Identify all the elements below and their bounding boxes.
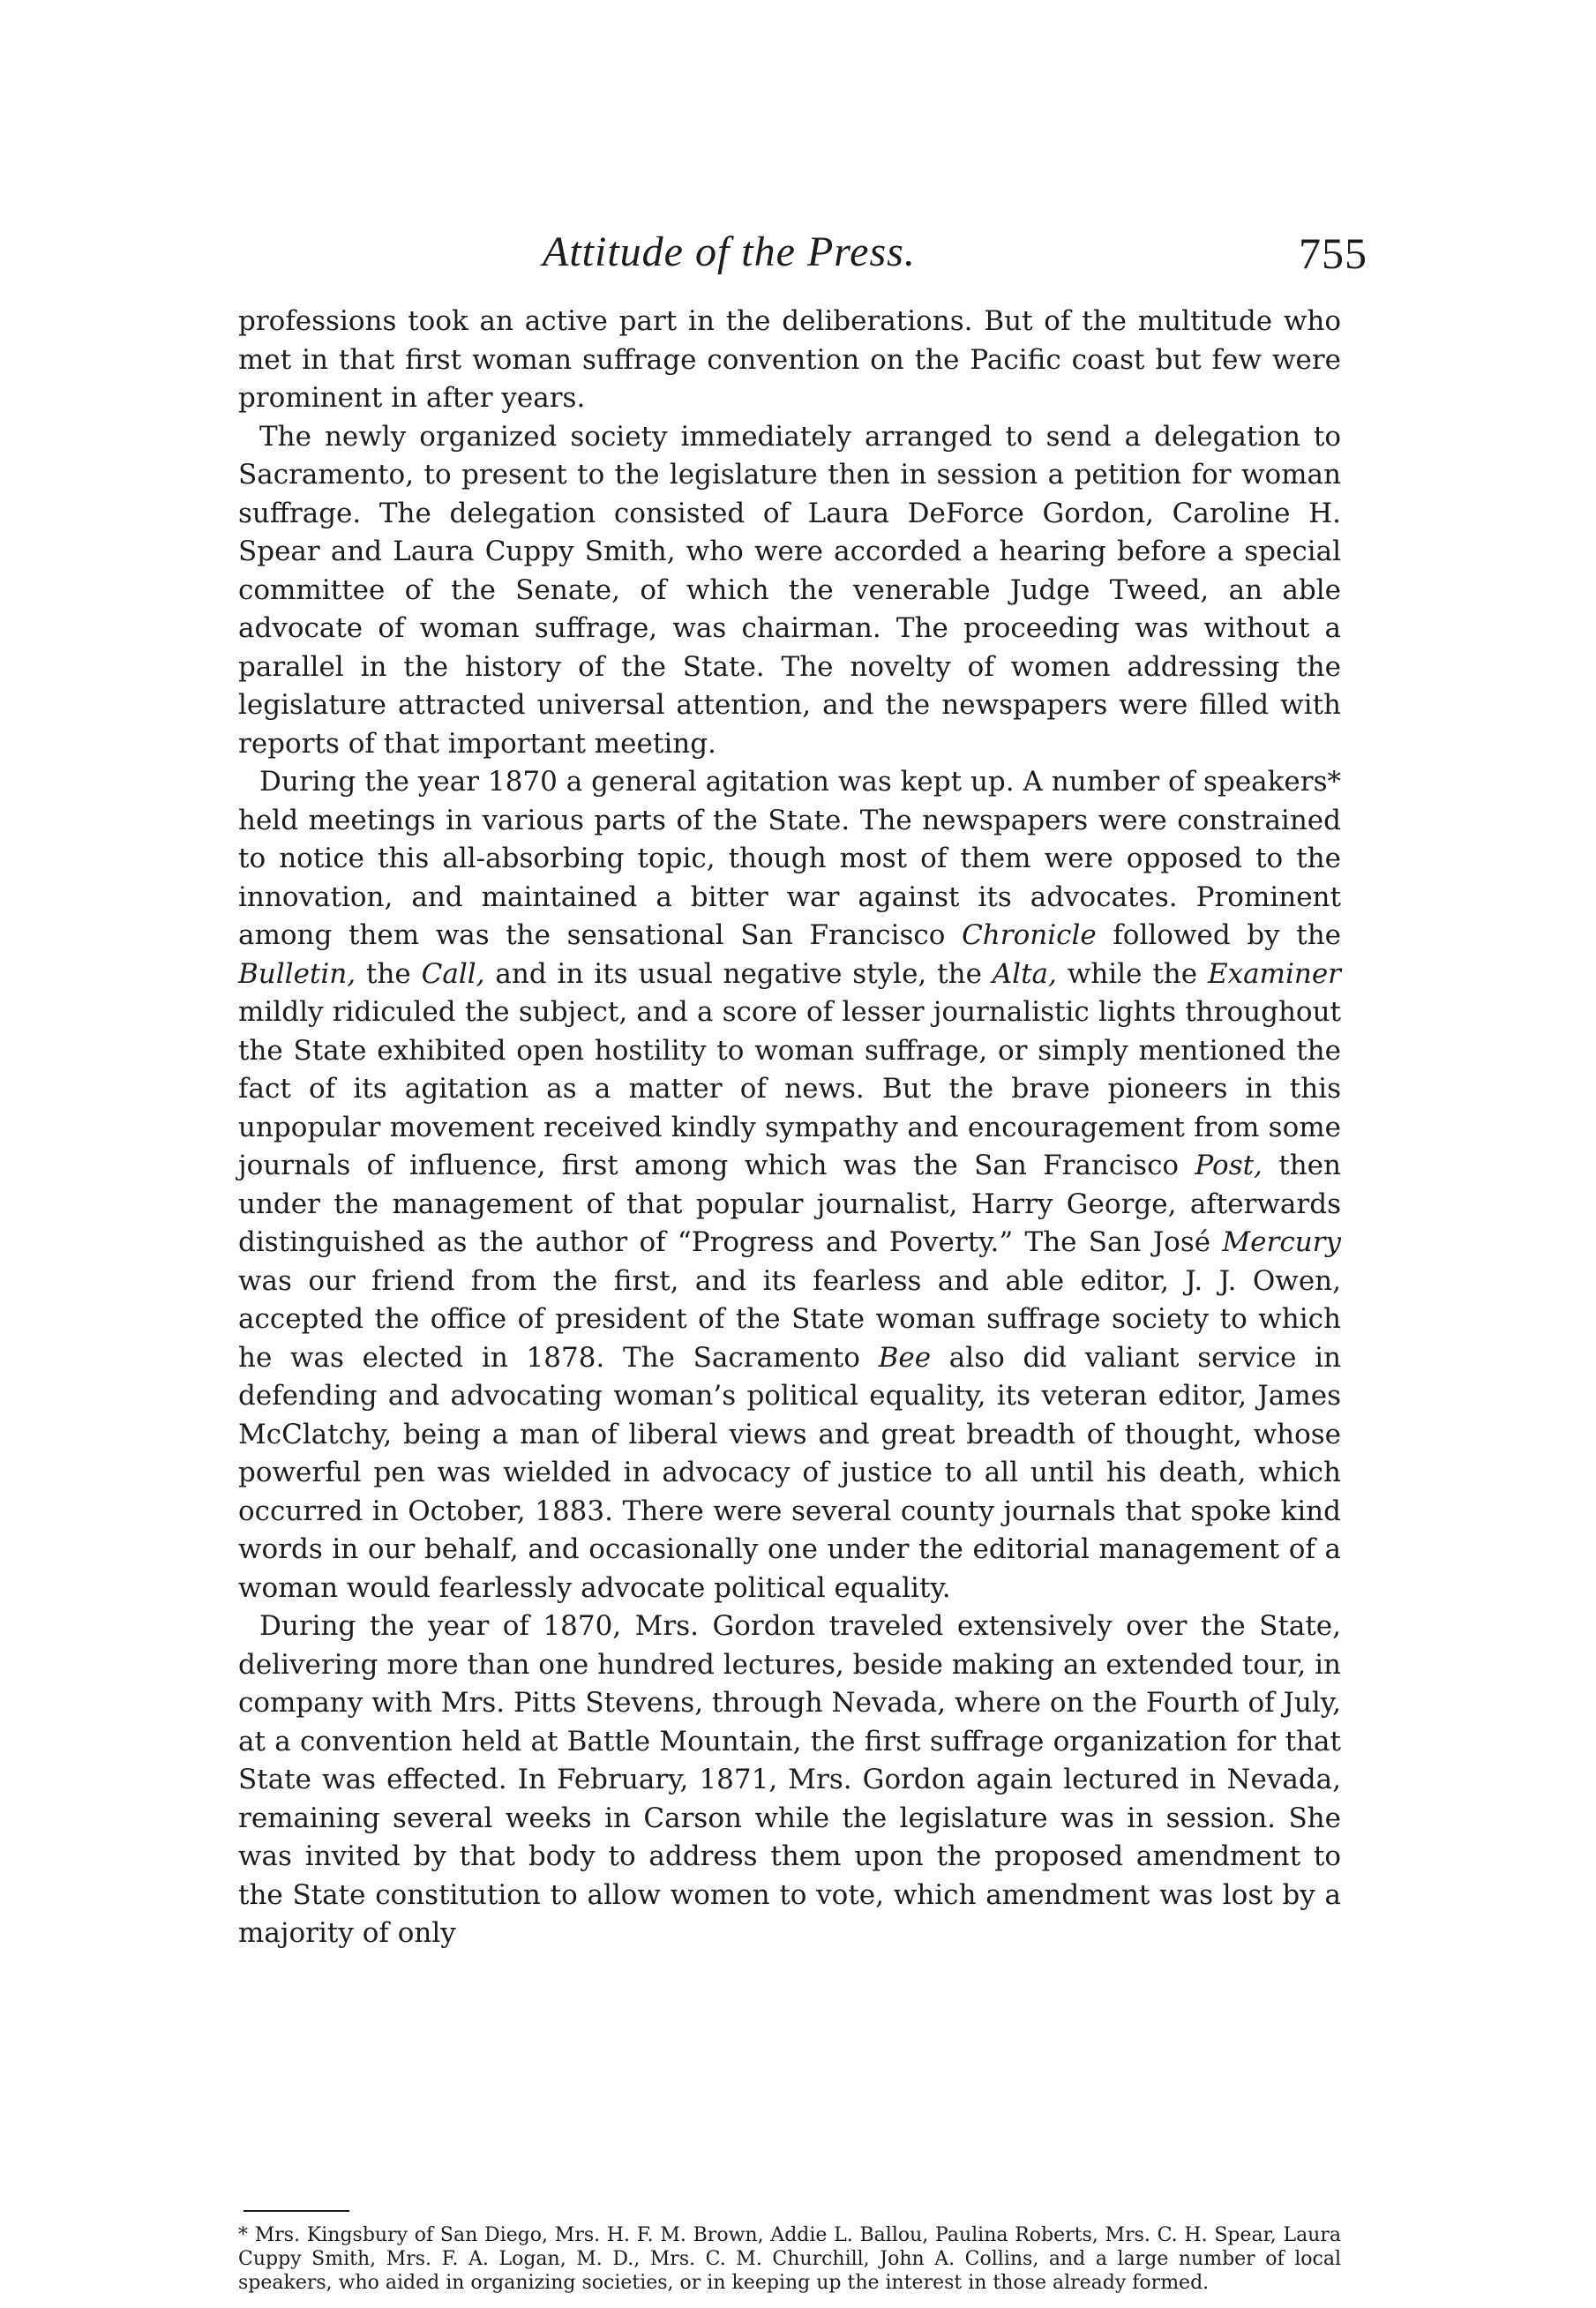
paragraph-text: then under the management of that popular journalist, Harry George, afterwards distinguished as the author of “Progress and Poverty.” The San José bbox=[238, 1150, 1341, 1258]
paragraph-text: professions took an active part in the deliberations. But of the multitude who met in that first woman suffrage convention on the Pacific coast but few were prominent in after years. bbox=[238, 305, 1341, 414]
newspaper-title: Alta, bbox=[992, 957, 1057, 990]
newspaper-title: Call, bbox=[421, 957, 485, 990]
newspaper-title: Chronicle bbox=[962, 919, 1097, 951]
paragraph bbox=[238, 418, 1341, 764]
body-text bbox=[238, 303, 1341, 1953]
paragraph bbox=[238, 763, 1341, 1607]
paragraph-text: mildly ridiculed the subject, and a score of lesser journalistic lights throughout the State exhibited open hostility to woman suffrage, or simply mentioned the fact of its agitation as a matter of news. But the brave pioneers in this unpopular movement received kindly sympathy and encouragement from some journals of influence, first among which was the San Francisco bbox=[238, 996, 1341, 1181]
newspaper-title: Bee bbox=[878, 1341, 932, 1374]
paragraph-text: while the bbox=[1056, 957, 1208, 990]
newspaper-title: Bulletin, bbox=[238, 957, 356, 990]
paragraph-text: and in its usual negative style, the bbox=[484, 957, 993, 990]
paragraph-text: During the year 1870 a general agitation was kept up. A number of speakers* held meetings in various parts of the State. The newspapers were constrained to notice this all-absorbing topic, though most of them were opposed to the innovation, and maintained a bitter war against its advocates. Prominent among them was the sensational San Francisco bbox=[238, 766, 1341, 951]
footnote-rule bbox=[244, 2210, 349, 2212]
footnote: * Mrs. Kingsbury of San Diego, Mrs. H. F. M. Brown, Addie L. Ballou, Paulina Roberts, Mrs. C. H. Spear, Laura Cuppy Smith, Mrs. F. A. Logan, M. D., Mrs. C. M. Churchill, John A. Collins, and a large number of local speakers, who aided in organizing societies, or in keeping up the interest in those already formed. bbox=[238, 2224, 1341, 2294]
paragraph-text: During the year of 1870, Mrs. Gordon traveled extensively over the State, delivering more than one hundred lectures, beside making an extended tour, in company with Mrs. Pitts Stevens, through Nevada, where on the Fourth of July, at a convention held at Battle Mountain, the first suffrage organization for that State was effected. In February, 1871, Mrs. Gordon again lectured in Nevada, remaining several weeks in Carson while the legislature was in session. She was invited by that body to address them upon the proposed amendment to the State constitution to allow women to vote, which amendment was lost by a majority of only bbox=[238, 1610, 1342, 1949]
newspaper-title: Post, bbox=[1195, 1150, 1263, 1181]
paragraph-text: The newly organized society immediately arranged to send a delegation to Sacramento, to present to the legislature then in session a petition for woman suffrage. The delegation consisted of Laura DeForce Gordon, Caroline H. Spear and Laura Cuppy Smith, who were accorded a hearing before a special committee of the Senate, of which the venerable Judge Tweed, an able advocate of woman suffrage, was chairman. The proceeding was without a parallel in the history of the State. The novelty of women addressing the legislature attracted universal attention, and the newspapers were filled with reports of that important meeting. bbox=[238, 420, 1341, 760]
newspaper-title: Mercury bbox=[1222, 1226, 1341, 1258]
paragraph bbox=[238, 1607, 1341, 1953]
paragraph-text: also did valiant service in defending and advocating woman’s political equality, its veteran editor, James McClatchy, being a man of liberal views and great breadth of thought, whose powerful pen was wielded in advocacy of justice to all until his death, which occurred in October, 1883. There were several county journals that spoke kind words in our behalf, and occasionally one under the editorial management of a woman would fearlessly advocate political equality. bbox=[238, 1341, 1341, 1604]
newspaper-title: Examiner bbox=[1207, 957, 1341, 990]
page-number: 755 bbox=[1299, 229, 1367, 278]
paragraph-text: followed by the bbox=[1096, 919, 1341, 951]
page-header bbox=[238, 228, 1367, 289]
paragraph-text: the bbox=[356, 957, 422, 990]
paragraph bbox=[238, 303, 1341, 418]
running-head: Attitude of the Press. bbox=[543, 229, 916, 275]
paragraph-text: was our friend from the first, and its fearless and able editor, J. J. Owen, accepted the office of president of the State woman suffrage society to which he was elected in 1878. The Sacramento bbox=[238, 1264, 1341, 1374]
